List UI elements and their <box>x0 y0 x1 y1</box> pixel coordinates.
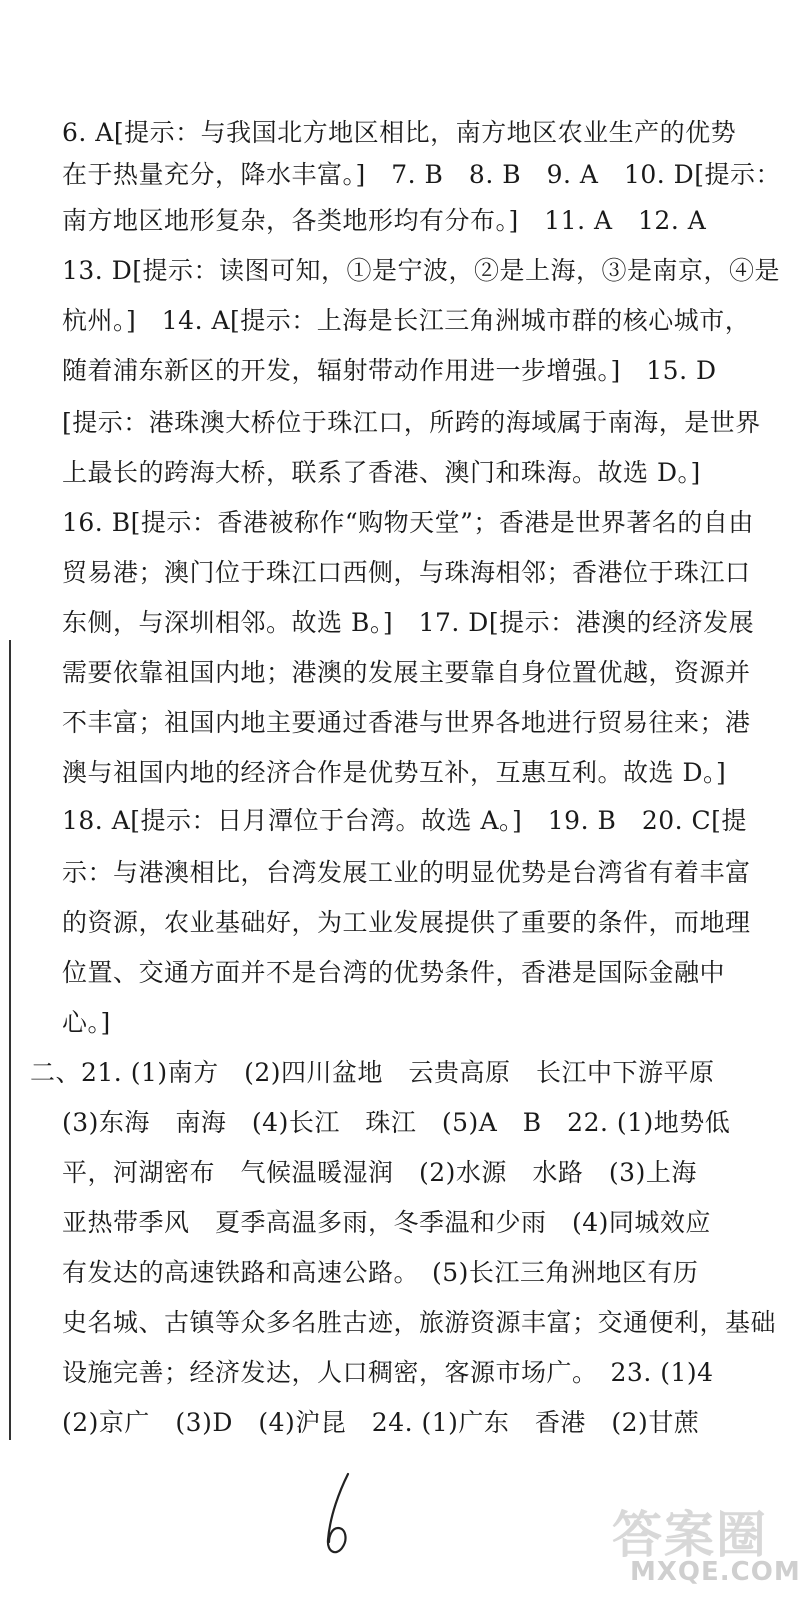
text-line-1: 6. A[提示：与我国北方地区相比，南方地区农业生产的优势 <box>62 118 737 147</box>
margin-rule <box>9 640 11 1440</box>
text-line-14: 澳与祖国内地的经济合作是优势互补，互惠互利。故选 D。] <box>62 758 727 787</box>
text-line-4: 13. D[提示：读图可知，①是宁波，②是上海，③是南京，④是 <box>62 256 781 285</box>
handwritten-mark-drawing <box>310 1470 370 1560</box>
text-line-5: 杭州。] 14. A[提示：上海是长江三角洲城市群的核心城市， <box>62 306 751 335</box>
text-line-7: [提示：港珠澳大桥位于珠江口，所跨的海域属于南海，是世界 <box>62 408 761 437</box>
text-line-22: 平，河湖密布 气候温暖湿润 (2)水源 水路 (3)上海 <box>62 1158 697 1187</box>
text-line-6: 随着浦东新区的开发，辐射带动作用进一步增强。] 15. D <box>62 356 717 385</box>
text-line-27: (2)京广 (3)D (4)沪昆 24. (1)广东 香港 (2)甘蔗 <box>62 1408 700 1437</box>
text-line-16: 示：与港澳相比，台湾发展工业的明显优势是台湾省有着丰富 <box>62 858 751 887</box>
site-watermark <box>612 1495 802 1595</box>
text-line-23: 亚热带季风 夏季高温多雨，冬季温和少雨 (4)同城效应 <box>62 1208 711 1237</box>
text-line-18: 位置、交通方面并不是台湾的优势条件，香港是国际金融中 <box>62 958 726 987</box>
text-line-8: 上最长的跨海大桥，联系了香港、澳门和珠海。故选 D。] <box>62 458 701 487</box>
text-line-9: 16. B[提示：香港被称作“购物天堂”；香港是世界著名的自由 <box>62 508 754 537</box>
text-line-15: 18. A[提示：日月潭位于台湾。故选 A。] 19. B 20. C[提 <box>62 806 747 835</box>
text-line-10: 贸易港；澳门位于珠江口西侧，与珠海相邻；香港位于珠江口 <box>62 558 751 587</box>
text-line-3: 南方地区地形复杂，各类地形均有分布。] 11. A 12. A <box>62 206 707 235</box>
watermark-url: MXQE.COM <box>630 1557 801 1587</box>
text-line-21: (3)东海 南海 (4)长江 珠江 (5)A B 22. (1)地势低 <box>62 1108 731 1137</box>
text-line-19: 心。] <box>62 1008 111 1037</box>
text-line-25: 史名城、古镇等众多名胜古迹，旅游资源丰富；交通便利，基础 <box>62 1308 777 1337</box>
text-line-11: 东侧，与深圳相邻。故选 B。] 17. D[提示：港澳的经济发展 <box>62 608 755 637</box>
text-line-2: 在于热量充分，降水丰富。] 7. B 8. B 9. A 10. D[提示： <box>62 160 781 189</box>
text-line-24: 有发达的高速铁路和高速公路。 (5)长江三角洲地区有历 <box>62 1258 699 1287</box>
watermark-logo-text: 答案圈 <box>612 1506 768 1564</box>
text-line-26: 设施完善；经济发达，人口稠密，客源市场广。 23. (1)4 <box>62 1358 714 1387</box>
text-line-20: 二、21. (1)南方 (2)四川盆地 云贵高原 长江中下游平原 <box>30 1058 715 1087</box>
handwritten-page-number <box>310 1470 370 1564</box>
text-line-17: 的资源，农业基础好，为工业发展提供了重要的条件，而地理 <box>62 908 751 937</box>
text-line-13: 不丰富；祖国内地主要通过香港与世界各地进行贸易往来；港 <box>62 708 751 737</box>
text-line-12: 需要依靠祖国内地；港澳的发展主要靠自身位置优越，资源并 <box>62 658 751 687</box>
